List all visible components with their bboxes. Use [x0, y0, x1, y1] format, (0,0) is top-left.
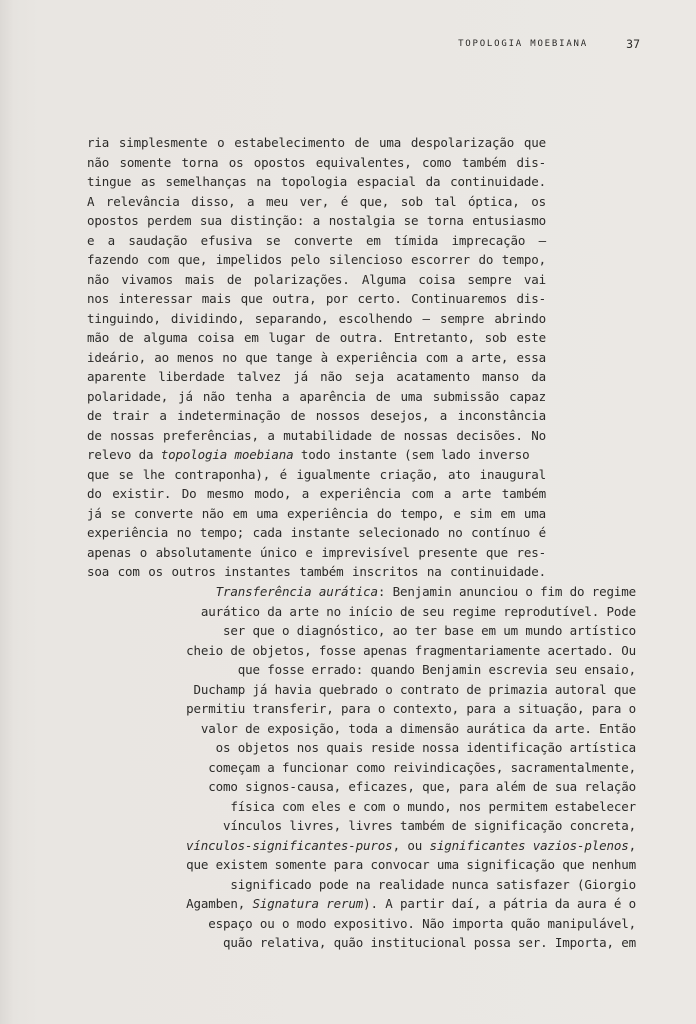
text-line: opostos perdem sua distinção: a nostalgia se torna entusiasmo — [87, 213, 546, 228]
italic-term: vínculos-significantes-puros — [186, 837, 393, 853]
italic-term: significantes vazios-plenos — [429, 837, 629, 853]
italic-term: topologia moebiana — [160, 447, 294, 462]
note-line: espaço ou o modo expositivo. Não importa quão manipulável, — [208, 915, 636, 931]
text-line: mão de alguma coisa em lugar de outra. Entretanto, sob este — [87, 330, 546, 345]
note-line: física com eles e com o mundo, nos permitem estabelecer — [230, 798, 636, 814]
text-segment: todo instante (sem lado inverso — [293, 447, 530, 462]
main-text-block — [87, 133, 546, 582]
text-line: tingue as semelhanças na topologia espacial da continuidade. — [87, 174, 546, 189]
note-line: que fosse errado: quando Benjamin escrevia seu ensaio, — [237, 662, 636, 677]
note-line: vínculos livres, livres também de significação concreta, — [222, 818, 636, 833]
note-line: cheio de objetos, fosse apenas fragmentariamente acertado. Ou — [186, 642, 636, 658]
running-title: TOPOLOGIA MOEBIANA — [458, 39, 588, 49]
note-line: Duchamp já havia quebrado o contrato de primazia autoral que — [193, 681, 636, 697]
text-line: soa com os outros instantes também inscritos na continuidade. — [87, 564, 546, 579]
text-segment: , ou — [392, 837, 430, 853]
note-line: ser que o diagnóstico, ao ter base em um mundo artístico — [222, 623, 636, 638]
text-line-with-italic — [87, 445, 546, 465]
text-line: já se converte não em uma experiência do tempo, e sim em uma — [87, 505, 546, 521]
text-line: tinguindo, dividindo, separando, escolhendo – sempre abrindo — [87, 310, 546, 326]
page-header — [400, 39, 640, 55]
text-line: de nossas preferências, a mutabilidade de nossas decisões. No — [87, 427, 546, 443]
text-segment: Agamben, — [186, 896, 253, 911]
note-line: significado pode na realidade nunca satisfazer (Giorgio — [230, 876, 636, 892]
text-segment: ). A partir daí, a pátria da aura é o — [363, 896, 636, 911]
note-line: permitiu transferir, para o contexto, para a situação, para o — [186, 701, 636, 716]
page-number: 37 — [626, 37, 640, 51]
text-line: aparente liberdade talvez já não seja acatamento manso da — [87, 369, 546, 384]
note-line-with-italic — [170, 836, 636, 856]
text-line: ideário, ao menos no que tange à experiência com a arte, essa — [87, 349, 546, 365]
text-line: não somente torna os opostos equivalentes, como também dis- — [87, 154, 546, 170]
note-line: começam a funcionar como reivindicações, sacramentalmente, — [208, 759, 636, 775]
note-line: quão relativa, quão institucional possa ser. Importa, em — [222, 935, 636, 950]
note-line: que existem somente para convocar uma significação que nenhum — [186, 857, 636, 872]
note-line: como signos-causa, eficazes, que, para além de sua relação — [208, 779, 636, 794]
text-line: A relevância disso, a meu ver, é que, sob tal óptica, os — [87, 193, 546, 209]
text-line: e a saudação efusiva se converte em tímida imprecação – — [87, 232, 546, 248]
text-line: fazendo com que, impelidos pelo silencioso escorrer do tempo, — [87, 252, 546, 267]
note-line-with-italic — [170, 894, 636, 914]
text-segment: relevo da — [87, 447, 161, 462]
note-line-with-italic — [170, 582, 636, 602]
note-term: Transferência aurática — [215, 584, 378, 599]
text-line: de trair a indeterminação de nossos desejos, a inconstância — [87, 408, 546, 423]
note-line: aurático da arte no início de seu regime reprodutível. Pode — [200, 603, 636, 619]
text-line: nos interessar mais que outra, por certo. Continuaremos dis- — [87, 291, 546, 306]
note-line: valor de exposição, toda a dimensão aurática da arte. Então — [200, 720, 636, 736]
text-segment: , — [628, 837, 636, 853]
text-line: experiência no tempo; cada instante selecionado no contínuo é — [87, 525, 546, 540]
text-line: ria simplesmente o estabelecimento de uma despolarização que — [87, 135, 546, 150]
text-segment: : Benjamin anunciou o fim do regime — [377, 584, 636, 599]
note-text-block — [170, 582, 636, 953]
text-line: do existir. Do mesmo modo, a experiência com a arte também — [87, 486, 546, 501]
note-line: os objetos nos quais reside nossa identificação artística — [215, 740, 636, 755]
text-line: polaridade, já não tenha a aparência de uma submissão capaz — [87, 388, 546, 404]
text-line: apenas o absolutamente único e imprevisível presente que res- — [87, 544, 546, 560]
text-line: que se lhe contraponha), é igualmente criação, ato inaugural — [87, 466, 546, 482]
text-line: não vivamos mais de polarizações. Alguma coisa sempre vai — [87, 271, 546, 287]
italic-title: Signatura rerum — [252, 896, 364, 911]
